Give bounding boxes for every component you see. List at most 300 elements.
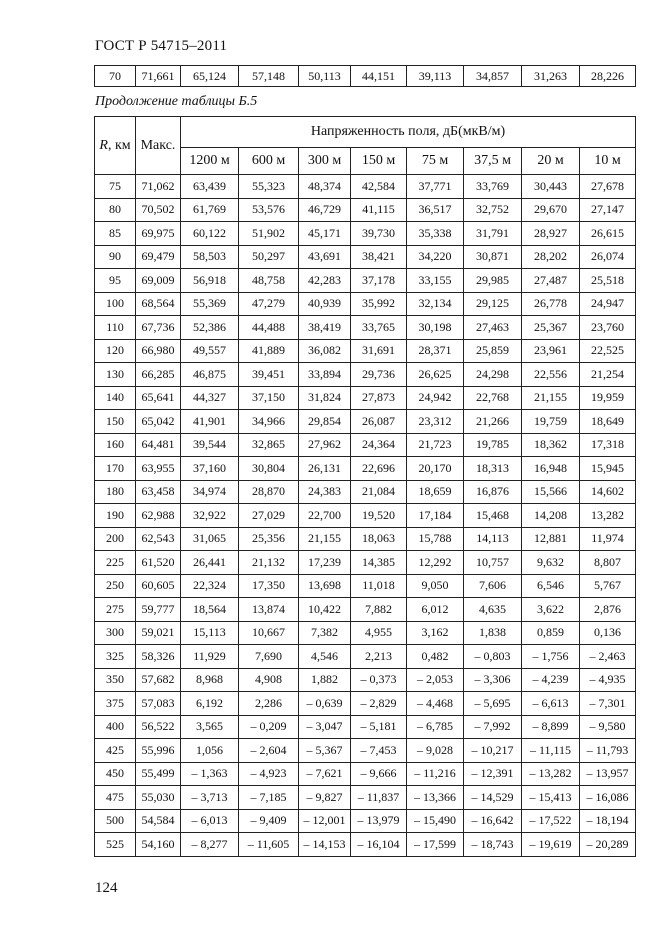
- table-cell: 28,870: [239, 480, 299, 504]
- table-cell: 27,463: [464, 316, 522, 340]
- table-row: [95, 833, 636, 857]
- table-cell: 37,150: [239, 386, 299, 410]
- table-row: [95, 316, 636, 340]
- table-cell: 54,584: [136, 809, 181, 833]
- table-cell: 21,084: [351, 480, 407, 504]
- table-cell: – 14,529: [464, 786, 522, 810]
- table-cell: – 13,366: [407, 786, 464, 810]
- table-cell: 55,369: [181, 292, 239, 316]
- table-cell: – 14,153: [299, 833, 351, 857]
- table-cell: – 8,899: [522, 715, 580, 739]
- table-cell: 7,882: [351, 598, 407, 622]
- table-cell: 21,132: [239, 551, 299, 575]
- table-cell: 57,148: [239, 66, 299, 87]
- table-row: [95, 198, 636, 222]
- table-cell: 69,975: [136, 222, 181, 246]
- table-cell: 21,266: [464, 410, 522, 434]
- table-cell: 65,042: [136, 410, 181, 434]
- table-row: [95, 66, 636, 87]
- table-cell: – 11,837: [351, 786, 407, 810]
- table-cell: – 0,639: [299, 692, 351, 716]
- table-cell: – 7,185: [239, 786, 299, 810]
- height-column-header: 1200 м: [181, 148, 239, 175]
- table-cell: 14,602: [580, 480, 636, 504]
- table-cell: 46,729: [299, 198, 351, 222]
- table-cell: – 0,373: [351, 668, 407, 692]
- table-cell: – 13,979: [351, 809, 407, 833]
- table-cell: 44,488: [239, 316, 299, 340]
- table-cell: 16,876: [464, 480, 522, 504]
- table-cell: 31,824: [299, 386, 351, 410]
- table-cell: 36,517: [407, 198, 464, 222]
- table-cell: – 8,277: [181, 833, 239, 857]
- table-cell: – 16,086: [580, 786, 636, 810]
- table-cell: – 16,642: [464, 809, 522, 833]
- table-row: [95, 574, 636, 598]
- table-cell: 16,948: [522, 457, 580, 481]
- height-column-header: 600 м: [239, 148, 299, 175]
- table-cell: 23,961: [522, 339, 580, 363]
- table-cell: – 3,047: [299, 715, 351, 739]
- table-cell: 17,239: [299, 551, 351, 575]
- table-cell: 22,556: [522, 363, 580, 387]
- table-row: [95, 739, 636, 763]
- table-cell: – 12,391: [464, 762, 522, 786]
- table-cell: – 11,216: [407, 762, 464, 786]
- table-cell: – 13,957: [580, 762, 636, 786]
- table-cell: 1,056: [181, 739, 239, 763]
- table-cell: 31,263: [522, 66, 580, 87]
- table-row: [95, 504, 636, 528]
- distance-cell: 95: [95, 269, 136, 293]
- table-row: [95, 762, 636, 786]
- distance-cell: 350: [95, 668, 136, 692]
- table-cell: 26,778: [522, 292, 580, 316]
- table-cell: 42,283: [299, 269, 351, 293]
- distance-cell: 180: [95, 480, 136, 504]
- table-cell: – 9,666: [351, 762, 407, 786]
- table-cell: 11,929: [181, 645, 239, 669]
- table-cell: 39,451: [239, 363, 299, 387]
- table-cell: 21,155: [299, 527, 351, 551]
- table-cell: – 11,605: [239, 833, 299, 857]
- table-cell: 48,374: [299, 175, 351, 199]
- table-cell: – 17,599: [407, 833, 464, 857]
- table-cell: 6,012: [407, 598, 464, 622]
- table-row: [95, 480, 636, 504]
- height-column-header: 75 м: [407, 148, 464, 175]
- table-cell: 15,113: [181, 621, 239, 645]
- distance-cell: 150: [95, 410, 136, 434]
- table-cell: 28,226: [580, 66, 636, 87]
- distance-cell: 225: [95, 551, 136, 575]
- table-cell: 33,765: [351, 316, 407, 340]
- table-cell: 15,945: [580, 457, 636, 481]
- table-caption: Продолжение таблицы Б.5: [95, 94, 258, 109]
- table-cell: 25,356: [239, 527, 299, 551]
- height-column-header: 150 м: [351, 148, 407, 175]
- table-cell: – 9,827: [299, 786, 351, 810]
- height-column-header: 300 м: [299, 148, 351, 175]
- table-cell: 26,441: [181, 551, 239, 575]
- field-strength-group-header: Напряженность поля, дБ(мкВ/м): [181, 117, 636, 148]
- table-row: [95, 175, 636, 199]
- table-cell: – 2,053: [407, 668, 464, 692]
- distance-cell: 375: [95, 692, 136, 716]
- table-cell: 13,874: [239, 598, 299, 622]
- table-cell: – 19,619: [522, 833, 580, 857]
- table-cell: 21,254: [580, 363, 636, 387]
- table-cell: 54,160: [136, 833, 181, 857]
- table-cell: 41,889: [239, 339, 299, 363]
- table-cell: 36,082: [299, 339, 351, 363]
- table-cell: 22,696: [351, 457, 407, 481]
- table-cell: 39,113: [407, 66, 464, 87]
- table-cell: 4,546: [299, 645, 351, 669]
- table-cell: 63,439: [181, 175, 239, 199]
- table-cell: 10,422: [299, 598, 351, 622]
- distance-cell: 425: [95, 739, 136, 763]
- table-cell: 19,959: [580, 386, 636, 410]
- table-cell: 5,767: [580, 574, 636, 598]
- table-row: [95, 245, 636, 269]
- table-cell: 18,564: [181, 598, 239, 622]
- distance-cell: 275: [95, 598, 136, 622]
- table-row: [95, 645, 636, 669]
- table-cell: 18,362: [522, 433, 580, 457]
- table-cell: 69,009: [136, 269, 181, 293]
- distance-cell: 90: [95, 245, 136, 269]
- table-row: [95, 410, 636, 434]
- table-cell: 30,198: [407, 316, 464, 340]
- table-cell: 14,385: [351, 551, 407, 575]
- table-cell: 28,371: [407, 339, 464, 363]
- table-cell: 1,838: [464, 621, 522, 645]
- table-cell: 34,220: [407, 245, 464, 269]
- table-cell: – 6,613: [522, 692, 580, 716]
- table-cell: 35,992: [351, 292, 407, 316]
- table-cell: 32,134: [407, 292, 464, 316]
- table-cell: 61,769: [181, 198, 239, 222]
- table-cell: 33,155: [407, 269, 464, 293]
- max-column-header: Макс.: [136, 117, 181, 175]
- table-cell: 27,873: [351, 386, 407, 410]
- table-cell: 71,062: [136, 175, 181, 199]
- table-cell: – 15,413: [522, 786, 580, 810]
- distance-cell: 400: [95, 715, 136, 739]
- table-cell: – 2,829: [351, 692, 407, 716]
- table-row: [95, 457, 636, 481]
- distance-cell: 325: [95, 645, 136, 669]
- table-cell: 31,791: [464, 222, 522, 246]
- table-cell: 12,881: [522, 527, 580, 551]
- table-cell: 27,962: [299, 433, 351, 457]
- table-cell: 7,606: [464, 574, 522, 598]
- table-cell: 10,757: [464, 551, 522, 575]
- table-cell: 28,202: [522, 245, 580, 269]
- table-cell: – 7,992: [464, 715, 522, 739]
- table-cell: 51,902: [239, 222, 299, 246]
- table-cell: 34,974: [181, 480, 239, 504]
- height-column-header: 37,5 м: [464, 148, 522, 175]
- table-cell: 30,871: [464, 245, 522, 269]
- table-row: [95, 598, 636, 622]
- distance-cell: 200: [95, 527, 136, 551]
- table-cell: 53,576: [239, 198, 299, 222]
- table-cell: 40,939: [299, 292, 351, 316]
- table-cell: 59,777: [136, 598, 181, 622]
- table-cell: 26,625: [407, 363, 464, 387]
- table-cell: 70: [95, 66, 136, 87]
- table-cell: 42,584: [351, 175, 407, 199]
- table-cell: 2,213: [351, 645, 407, 669]
- table-cell: 33,769: [464, 175, 522, 199]
- table-cell: 31,691: [351, 339, 407, 363]
- table-cell: 12,292: [407, 551, 464, 575]
- table-cell: 32,865: [239, 433, 299, 457]
- table-row: [95, 692, 636, 716]
- table-row: [95, 786, 636, 810]
- table-cell: 29,125: [464, 292, 522, 316]
- table-cell: 34,857: [464, 66, 522, 87]
- table-cell: 58,503: [181, 245, 239, 269]
- table-cell: – 7,453: [351, 739, 407, 763]
- table-cell: – 3,306: [464, 668, 522, 692]
- table-cell: 4,955: [351, 621, 407, 645]
- table-cell: 39,730: [351, 222, 407, 246]
- table-row: [95, 809, 636, 833]
- table-cell: – 0,803: [464, 645, 522, 669]
- table-cell: 65,124: [181, 66, 239, 87]
- table-cell: 21,155: [522, 386, 580, 410]
- table-cell: 65,641: [136, 386, 181, 410]
- table-cell: 19,759: [522, 410, 580, 434]
- table-cell: 22,525: [580, 339, 636, 363]
- table-cell: 49,557: [181, 339, 239, 363]
- table-cell: 37,160: [181, 457, 239, 481]
- table-cell: 38,419: [299, 316, 351, 340]
- table-cell: 0,482: [407, 645, 464, 669]
- table-cell: 24,364: [351, 433, 407, 457]
- table-cell: – 2,463: [580, 645, 636, 669]
- table-cell: – 9,580: [580, 715, 636, 739]
- table-cell: 13,282: [580, 504, 636, 528]
- table-cell: 32,922: [181, 504, 239, 528]
- table-cell: 52,386: [181, 316, 239, 340]
- table-cell: 71,661: [136, 66, 181, 87]
- table-cell: 3,622: [522, 598, 580, 622]
- table-row: [95, 433, 636, 457]
- table-cell: 14,113: [464, 527, 522, 551]
- table-cell: 41,115: [351, 198, 407, 222]
- distance-cell: 140: [95, 386, 136, 410]
- table-cell: – 7,301: [580, 692, 636, 716]
- table-cell: – 20,289: [580, 833, 636, 857]
- table-cell: – 11,793: [580, 739, 636, 763]
- distance-cell: 160: [95, 433, 136, 457]
- table-cell: 21,723: [407, 433, 464, 457]
- table-cell: 29,985: [464, 269, 522, 293]
- table-cell: 26,615: [580, 222, 636, 246]
- table-cell: 13,698: [299, 574, 351, 598]
- distance-cell: 300: [95, 621, 136, 645]
- table-cell: 14,208: [522, 504, 580, 528]
- table-cell: 58,326: [136, 645, 181, 669]
- distance-column-header: R, км: [95, 117, 136, 175]
- table-cell: – 18,194: [580, 809, 636, 833]
- table-cell: – 16,104: [351, 833, 407, 857]
- table-cell: 37,771: [407, 175, 464, 199]
- table-row: [95, 363, 636, 387]
- table-cell: 70,502: [136, 198, 181, 222]
- distance-cell: 130: [95, 363, 136, 387]
- table-cell: 29,736: [351, 363, 407, 387]
- table-cell: 45,171: [299, 222, 351, 246]
- table-cell: 41,901: [181, 410, 239, 434]
- table-cell: 23,312: [407, 410, 464, 434]
- table-cell: 50,113: [299, 66, 351, 87]
- table-cell: 6,192: [181, 692, 239, 716]
- table-cell: 3,565: [181, 715, 239, 739]
- table-cell: 15,468: [464, 504, 522, 528]
- table-cell: 44,327: [181, 386, 239, 410]
- table-cell: 60,122: [181, 222, 239, 246]
- table-cell: 64,481: [136, 433, 181, 457]
- table-cell: 9,632: [522, 551, 580, 575]
- table-cell: 43,691: [299, 245, 351, 269]
- table-cell: – 9,028: [407, 739, 464, 763]
- table-cell: 55,323: [239, 175, 299, 199]
- distance-cell: 500: [95, 809, 136, 833]
- distance-cell: 110: [95, 316, 136, 340]
- table-cell: 30,804: [239, 457, 299, 481]
- table-cell: 38,421: [351, 245, 407, 269]
- table-row: [95, 269, 636, 293]
- table-cell: 11,974: [580, 527, 636, 551]
- distance-cell: 75: [95, 175, 136, 199]
- table-cell: 62,988: [136, 504, 181, 528]
- table-row: [95, 339, 636, 363]
- table-cell: 23,760: [580, 316, 636, 340]
- table-cell: 61,520: [136, 551, 181, 575]
- table-cell: – 0,209: [239, 715, 299, 739]
- table-row: [95, 668, 636, 692]
- table-cell: 2,876: [580, 598, 636, 622]
- table-cell: 27,029: [239, 504, 299, 528]
- table-cell: – 1,756: [522, 645, 580, 669]
- table-cell: 4,635: [464, 598, 522, 622]
- distance-cell: 170: [95, 457, 136, 481]
- table-cell: 39,544: [181, 433, 239, 457]
- table-cell: 32,752: [464, 198, 522, 222]
- table-cell: 22,324: [181, 574, 239, 598]
- distance-cell: 250: [95, 574, 136, 598]
- table-cell: 8,807: [580, 551, 636, 575]
- table-cell: 18,659: [407, 480, 464, 504]
- table-cell: 30,443: [522, 175, 580, 199]
- table-cell: – 18,743: [464, 833, 522, 857]
- table-cell: 3,162: [407, 621, 464, 645]
- table-cell: 31,065: [181, 527, 239, 551]
- table-cell: 0,136: [580, 621, 636, 645]
- table-row: [95, 715, 636, 739]
- table-cell: 4,908: [239, 668, 299, 692]
- table-cell: 15,566: [522, 480, 580, 504]
- table-cell: 60,605: [136, 574, 181, 598]
- table-cell: 1,882: [299, 668, 351, 692]
- table-cell: 7,690: [239, 645, 299, 669]
- table-cell: 18,649: [580, 410, 636, 434]
- table-cell: 10,667: [239, 621, 299, 645]
- distance-cell: 525: [95, 833, 136, 857]
- table-cell: 66,980: [136, 339, 181, 363]
- table-cell: – 3,713: [181, 786, 239, 810]
- table-cell: – 17,522: [522, 809, 580, 833]
- table-cell: 25,518: [580, 269, 636, 293]
- table-cell: 62,543: [136, 527, 181, 551]
- table-cell: 24,942: [407, 386, 464, 410]
- distance-cell: 100: [95, 292, 136, 316]
- table-cell: 19,785: [464, 433, 522, 457]
- table-cell: 11,018: [351, 574, 407, 598]
- table-cell: 44,151: [351, 66, 407, 87]
- table-row: [95, 527, 636, 551]
- table-cell: – 9,409: [239, 809, 299, 833]
- table-cell: 55,996: [136, 739, 181, 763]
- table-cell: 63,955: [136, 457, 181, 481]
- table-cell: 66,285: [136, 363, 181, 387]
- table-cell: 24,947: [580, 292, 636, 316]
- table-cell: 20,170: [407, 457, 464, 481]
- table-row: [95, 222, 636, 246]
- table-cell: – 6,013: [181, 809, 239, 833]
- table-cell: 9,050: [407, 574, 464, 598]
- table-cell: 68,564: [136, 292, 181, 316]
- table-cell: 67,736: [136, 316, 181, 340]
- table-cell: 8,968: [181, 668, 239, 692]
- page-number: 124: [95, 880, 118, 896]
- distance-cell: 475: [95, 786, 136, 810]
- table-cell: 47,279: [239, 292, 299, 316]
- table-cell: 2,286: [239, 692, 299, 716]
- table-cell: 59,021: [136, 621, 181, 645]
- table-cell: – 5,695: [464, 692, 522, 716]
- table-cell: – 7,621: [299, 762, 351, 786]
- table-cell: 15,788: [407, 527, 464, 551]
- table-cell: 17,318: [580, 433, 636, 457]
- table-cell: 25,859: [464, 339, 522, 363]
- table-cell: 26,074: [580, 245, 636, 269]
- table-cell: 55,030: [136, 786, 181, 810]
- distance-cell: 450: [95, 762, 136, 786]
- table-cell: 26,087: [351, 410, 407, 434]
- field-strength-table: [94, 116, 636, 857]
- table-cell: 37,178: [351, 269, 407, 293]
- distance-cell: 85: [95, 222, 136, 246]
- table-cell: – 15,490: [407, 809, 464, 833]
- table-cell: 35,338: [407, 222, 464, 246]
- table-cell: 18,063: [351, 527, 407, 551]
- table-cell: 48,758: [239, 269, 299, 293]
- table-row: [95, 621, 636, 645]
- table-cell: – 6,785: [407, 715, 464, 739]
- distance-cell: 190: [95, 504, 136, 528]
- table-row: [95, 551, 636, 575]
- table-cell: 19,520: [351, 504, 407, 528]
- distance-cell: 120: [95, 339, 136, 363]
- table-cell: 46,875: [181, 363, 239, 387]
- table-cell: – 11,115: [522, 739, 580, 763]
